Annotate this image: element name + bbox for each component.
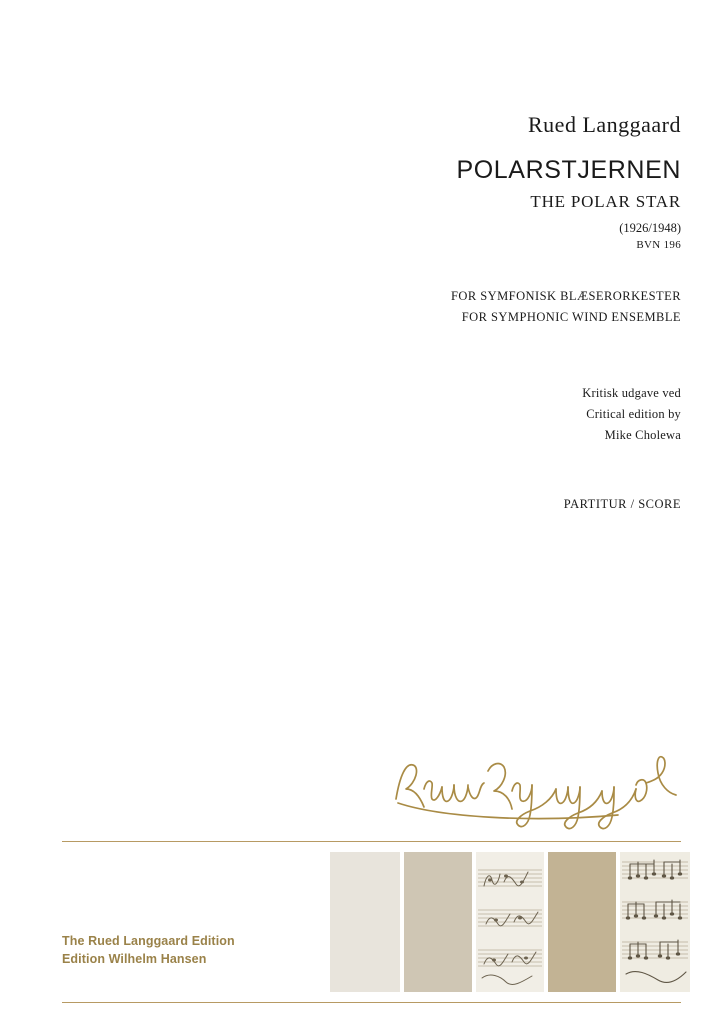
editor-credit-english: Critical edition by bbox=[586, 406, 681, 421]
work-catalogue-number: BVN 196 bbox=[636, 239, 681, 251]
color-swatch-strip bbox=[330, 852, 690, 992]
publisher-block bbox=[62, 932, 235, 968]
divider-top bbox=[62, 841, 681, 842]
divider-bottom bbox=[62, 1002, 681, 1003]
composer-signature bbox=[380, 745, 690, 835]
publisher-line-1: The Rued Langgaard Edition bbox=[62, 934, 235, 948]
composer-name: Rued Langgaard bbox=[528, 112, 681, 137]
work-subtitle: THE POLAR STAR bbox=[530, 192, 681, 211]
work-title: POLARSTJERNEN bbox=[456, 156, 681, 184]
ensemble-english: FOR SYMPHONIC WIND ENSEMBLE bbox=[461, 309, 681, 324]
score-type: PARTITUR / SCORE bbox=[563, 497, 681, 511]
publisher-line-2: Edition Wilhelm Hansen bbox=[62, 952, 207, 967]
swatch-khaki bbox=[548, 852, 616, 992]
editor-name: Mike Cholewa bbox=[604, 427, 681, 442]
swatch-manuscript-left bbox=[476, 852, 544, 992]
swatch-manuscript-right bbox=[620, 852, 690, 992]
editor-credit-danish: Kritisk udgave ved bbox=[582, 386, 681, 400]
ensemble-block bbox=[161, 286, 681, 327]
ensemble-danish: FOR SYMFONISK BLÆSERORKESTER bbox=[450, 289, 681, 303]
swatch-cream bbox=[330, 852, 400, 992]
swatch-taupe bbox=[404, 852, 472, 992]
manuscript-fragment-right bbox=[620, 852, 690, 992]
manuscript-fragment-left bbox=[476, 852, 544, 992]
work-years: (1926/1948) bbox=[619, 221, 681, 235]
title-block bbox=[161, 112, 681, 251]
editor-block bbox=[161, 383, 681, 445]
